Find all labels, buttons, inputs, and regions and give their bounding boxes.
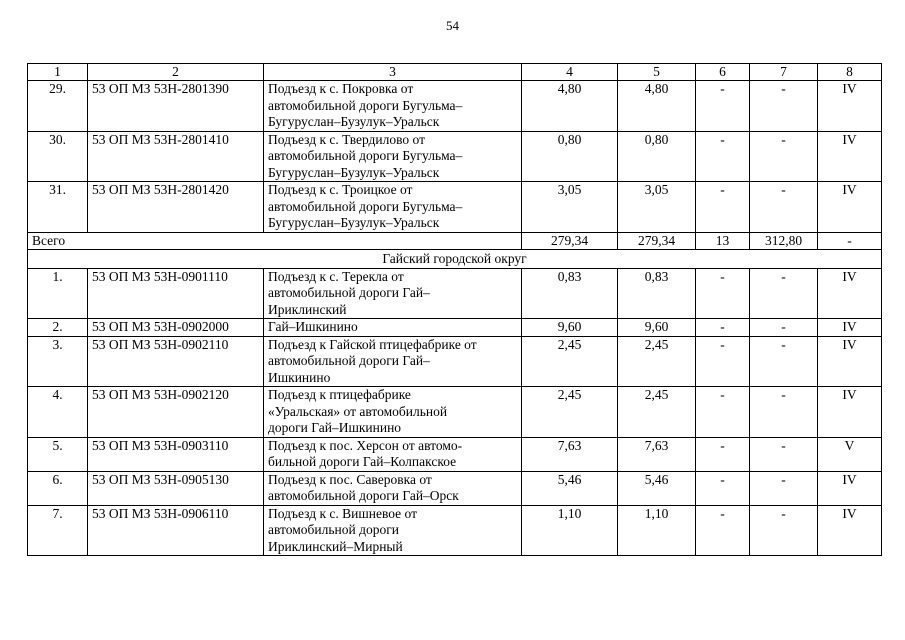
bridges-length: - bbox=[750, 387, 818, 438]
road-name-line: автомобильной дороги Гай– bbox=[268, 353, 430, 368]
table-body bbox=[28, 81, 882, 556]
road-name-line: Подъезд к с. Вишневое от bbox=[268, 505, 418, 521]
bridges-count: - bbox=[696, 182, 750, 233]
row-number: 4. bbox=[28, 387, 88, 438]
column-header: 8 bbox=[818, 64, 882, 81]
bridges-count: - bbox=[696, 387, 750, 438]
roads-table bbox=[27, 63, 882, 556]
table-row bbox=[28, 387, 882, 438]
bridges-length: - bbox=[750, 81, 818, 132]
length-paved: 3,05 bbox=[618, 182, 696, 233]
table-row bbox=[28, 268, 882, 319]
bridges-length: - bbox=[750, 131, 818, 182]
table-row bbox=[28, 81, 882, 132]
road-code: 53 ОП МЗ 53Н-2801410 bbox=[88, 131, 264, 182]
column-header: 6 bbox=[696, 64, 750, 81]
length-paved: 0,80 bbox=[618, 131, 696, 182]
total-category: - bbox=[818, 232, 882, 249]
length-paved: 9,60 bbox=[618, 319, 696, 337]
length-total: 0,80 bbox=[522, 131, 618, 182]
length-total: 7,63 bbox=[522, 437, 618, 471]
length-total: 2,45 bbox=[522, 336, 618, 387]
bridges-count: - bbox=[696, 268, 750, 319]
bridges-count: - bbox=[696, 131, 750, 182]
bridges-count: - bbox=[696, 336, 750, 387]
road-name-line: Подъезд к с. Твердилово от bbox=[268, 131, 426, 147]
table-row bbox=[28, 471, 882, 505]
column-header: 2 bbox=[88, 64, 264, 81]
road-code: 53 ОП МЗ 53Н-2801420 bbox=[88, 182, 264, 233]
total-label: Всего bbox=[28, 232, 522, 249]
road-name bbox=[264, 336, 522, 387]
table-row bbox=[28, 505, 882, 556]
section-header-row bbox=[28, 249, 882, 268]
road-name-line: Подъезд к пос. Херсон от автомо- bbox=[268, 437, 463, 453]
road-category: IV bbox=[818, 319, 882, 337]
table-row bbox=[28, 131, 882, 182]
length-paved: 1,10 bbox=[618, 505, 696, 556]
road-name-line: Бугуруслан–Бузулук–Уральск bbox=[268, 114, 440, 129]
road-name-line: Подъезд к пос. Саверовка от bbox=[268, 471, 432, 487]
road-name-line: бильной дороги Гай–Колпакское bbox=[268, 454, 457, 469]
bridges-length: - bbox=[750, 437, 818, 471]
table-row bbox=[28, 336, 882, 387]
bridges-count: - bbox=[696, 505, 750, 556]
road-name-line: Ириклинский–Мирный bbox=[268, 538, 403, 554]
row-number: 5. bbox=[28, 437, 88, 471]
length-paved: 0,83 bbox=[618, 268, 696, 319]
length-total: 3,05 bbox=[522, 182, 618, 233]
road-code: 53 ОП МЗ 53Н-0905130 bbox=[88, 471, 264, 505]
row-number: 31. bbox=[28, 182, 88, 233]
length-paved: 4,80 bbox=[618, 81, 696, 132]
row-number: 6. bbox=[28, 471, 88, 505]
table-row bbox=[28, 319, 882, 337]
bridges-length: - bbox=[750, 471, 818, 505]
page-number: 54 bbox=[446, 18, 459, 33]
column-header: 7 bbox=[750, 64, 818, 81]
road-name-line: автомобильной дороги bbox=[268, 522, 399, 537]
road-category: IV bbox=[818, 505, 882, 556]
bridges-count: - bbox=[696, 319, 750, 337]
length-paved: 5,46 bbox=[618, 471, 696, 505]
road-name-line: автомобильной дороги Бугульма– bbox=[268, 97, 463, 113]
road-name bbox=[264, 319, 522, 337]
column-header: 4 bbox=[522, 64, 618, 81]
bridges-length: - bbox=[750, 336, 818, 387]
section-title: Гайский городской округ bbox=[28, 249, 882, 268]
bridges-length: - bbox=[750, 182, 818, 233]
road-category: V bbox=[818, 437, 882, 471]
row-number: 3. bbox=[28, 336, 88, 387]
column-header-row bbox=[28, 64, 882, 81]
bridges-length: - bbox=[750, 505, 818, 556]
road-category: IV bbox=[818, 387, 882, 438]
table-row bbox=[28, 182, 882, 233]
column-header: 1 bbox=[28, 64, 88, 81]
bridges-count: - bbox=[696, 81, 750, 132]
row-number: 2. bbox=[28, 319, 88, 337]
road-name-line: Бугуруслан–Бузулук–Уральск bbox=[268, 164, 440, 180]
road-name-line: автомобильной дороги Гай– bbox=[268, 285, 430, 300]
length-total: 5,46 bbox=[522, 471, 618, 505]
total-bridges-count: 13 bbox=[696, 232, 750, 249]
road-name-line: автомобильной дороги Бугульма– bbox=[268, 148, 463, 163]
road-name-line: Подъезд к птицефабрике bbox=[268, 387, 411, 402]
road-code: 53 ОП МЗ 53Н-0902120 bbox=[88, 387, 264, 438]
road-code: 53 ОП МЗ 53Н-0902000 bbox=[88, 319, 264, 337]
road-name-line: Подъезд к с. Покровка от bbox=[268, 81, 414, 96]
road-name bbox=[264, 131, 522, 182]
total-paved: 279,34 bbox=[618, 232, 696, 249]
length-total: 2,45 bbox=[522, 387, 618, 438]
row-number: 29. bbox=[28, 81, 88, 132]
road-category: IV bbox=[818, 471, 882, 505]
road-name-line: дороги Гай–Ишкинино bbox=[268, 420, 402, 435]
road-name-line: автомобильной дороги Гай–Орск bbox=[268, 488, 459, 503]
road-name bbox=[264, 387, 522, 438]
road-code: 53 ОП МЗ 53Н-2801390 bbox=[88, 81, 264, 132]
road-category: IV bbox=[818, 81, 882, 132]
road-name-line: Ириклинский bbox=[268, 301, 347, 317]
length-total: 4,80 bbox=[522, 81, 618, 132]
road-category: IV bbox=[818, 131, 882, 182]
road-code: 53 ОП МЗ 53Н-0903110 bbox=[88, 437, 264, 471]
road-name bbox=[264, 268, 522, 319]
road-name-line: автомобильной дороги Бугульма– bbox=[268, 198, 463, 214]
road-name-line: Ишкинино bbox=[268, 369, 331, 385]
length-total: 1,10 bbox=[522, 505, 618, 556]
road-code: 53 ОП МЗ 53Н-0906110 bbox=[88, 505, 264, 556]
total-length: 279,34 bbox=[522, 232, 618, 249]
road-name-line: Подъезд к с. Терекла от bbox=[268, 268, 404, 284]
road-category: IV bbox=[818, 336, 882, 387]
road-name-line: Подъезд к Гайской птицефабрике от bbox=[268, 336, 477, 352]
bridges-length: - bbox=[750, 268, 818, 319]
column-header: 5 bbox=[618, 64, 696, 81]
total-row bbox=[28, 232, 882, 249]
row-number: 1. bbox=[28, 268, 88, 319]
road-category: IV bbox=[818, 182, 882, 233]
road-name-line: Подъезд к с. Троицкое от bbox=[268, 182, 413, 197]
length-paved: 7,63 bbox=[618, 437, 696, 471]
length-total: 0,83 bbox=[522, 268, 618, 319]
table-row bbox=[28, 437, 882, 471]
bridges-length: - bbox=[750, 319, 818, 337]
road-name bbox=[264, 471, 522, 505]
total-bridges-length: 312,80 bbox=[750, 232, 818, 249]
road-name bbox=[264, 437, 522, 471]
road-name bbox=[264, 505, 522, 556]
row-number: 30. bbox=[28, 131, 88, 182]
road-code: 53 ОП МЗ 53Н-0902110 bbox=[88, 336, 264, 387]
road-name-line: «Уральская» от автомобильной bbox=[268, 403, 448, 419]
road-name-line: Гай–Ишкинино bbox=[268, 319, 358, 334]
row-number: 7. bbox=[28, 505, 88, 556]
length-paved: 2,45 bbox=[618, 336, 696, 387]
road-name-line: Бугуруслан–Бузулук–Уральск bbox=[268, 215, 440, 230]
bridges-count: - bbox=[696, 437, 750, 471]
road-name bbox=[264, 182, 522, 233]
bridges-count: - bbox=[696, 471, 750, 505]
road-name bbox=[264, 81, 522, 132]
column-header: 3 bbox=[264, 64, 522, 81]
length-paved: 2,45 bbox=[618, 387, 696, 438]
road-code: 53 ОП МЗ 53Н-0901110 bbox=[88, 268, 264, 319]
road-category: IV bbox=[818, 268, 882, 319]
length-total: 9,60 bbox=[522, 319, 618, 337]
